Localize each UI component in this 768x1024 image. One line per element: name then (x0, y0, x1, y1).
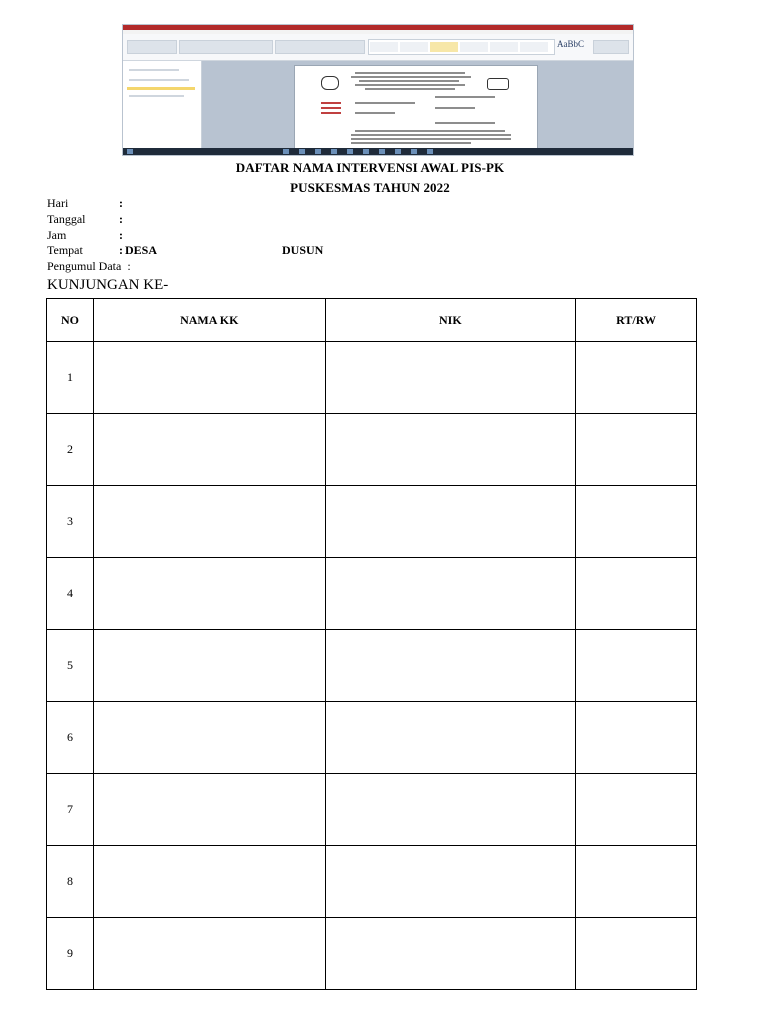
cell-nama-kk[interactable] (93, 846, 325, 918)
screenshot-letter-page (294, 65, 538, 149)
cell-nik[interactable] (325, 630, 576, 702)
cell-nama-kk[interactable] (93, 918, 325, 990)
field-hari-colon: : (119, 196, 123, 210)
document-title: DAFTAR NAMA INTERVENSI AWAL PIS-PK (235, 160, 505, 175)
embedded-screenshot (122, 24, 634, 156)
table-row (47, 558, 697, 630)
field-tempat-value: DESA (125, 243, 158, 257)
header-nik: NIK (325, 299, 576, 342)
row-number: 4 (47, 558, 94, 630)
screenshot-paragraph-group (275, 40, 365, 54)
field-tempat (47, 243, 157, 258)
row-number: 3 (47, 486, 94, 558)
field-jam-label: Jam (47, 228, 67, 242)
field-jam (47, 228, 125, 243)
screenshot-logo-right-icon (487, 78, 509, 90)
screenshot-navigation-pane (123, 61, 202, 149)
row-number: 1 (47, 342, 94, 414)
row-number: 6 (47, 702, 94, 774)
cell-rt-rw[interactable] (576, 702, 697, 774)
cell-nik[interactable] (325, 414, 576, 486)
field-jam-colon: : (119, 228, 123, 242)
cell-rt-rw[interactable] (576, 342, 697, 414)
cell-nama-kk[interactable] (93, 414, 325, 486)
cell-nama-kk[interactable] (93, 342, 325, 414)
field-tempat-colon: : (119, 243, 123, 257)
field-dusun-label: DUSUN (282, 243, 324, 257)
screenshot-taskbar (123, 148, 633, 155)
cell-nama-kk[interactable] (93, 558, 325, 630)
screenshot-document-canvas (202, 61, 633, 149)
cell-rt-rw[interactable] (576, 486, 697, 558)
screenshot-logo-left-icon (321, 76, 339, 90)
table-header-row (47, 299, 697, 342)
cell-rt-rw[interactable] (576, 846, 697, 918)
row-number: 2 (47, 414, 94, 486)
row-number: 8 (47, 846, 94, 918)
cell-rt-rw[interactable] (576, 414, 697, 486)
field-hari (47, 196, 125, 211)
field-tanggal (47, 212, 125, 227)
data-table (46, 298, 697, 990)
table-row (47, 846, 697, 918)
field-pengumpul-colon: : (127, 259, 131, 273)
header-nama-kk: NAMA KK (93, 299, 325, 342)
screenshot-clipboard-group (127, 40, 177, 54)
screenshot-style-preview: AaBbC (557, 39, 584, 49)
screenshot-ribbon (123, 34, 633, 61)
table-row (47, 702, 697, 774)
cell-nama-kk[interactable] (93, 486, 325, 558)
header-rt-rw: RT/RW (576, 299, 697, 342)
field-pengumpul (47, 259, 133, 274)
cell-nik[interactable] (325, 774, 576, 846)
cell-nik[interactable] (325, 342, 576, 414)
table-row (47, 774, 697, 846)
document-subtitle: PUSKESMAS TAHUN 2022 (290, 180, 450, 195)
table-row (47, 414, 697, 486)
kunjungan-label: KUNJUNGAN KE- (47, 277, 169, 293)
table-row (47, 486, 697, 558)
field-pengumpul-label: Pengumul Data (47, 259, 122, 273)
screenshot-font-group (179, 40, 273, 54)
screenshot-styles-gallery (368, 39, 555, 55)
table-row (47, 918, 697, 990)
cell-nik[interactable] (325, 702, 576, 774)
header-no: NO (47, 299, 94, 342)
screenshot-editing-group (593, 40, 629, 54)
row-number: 9 (47, 918, 94, 990)
row-number: 7 (47, 774, 94, 846)
cell-rt-rw[interactable] (576, 774, 697, 846)
cell-nama-kk[interactable] (93, 630, 325, 702)
cell-nik[interactable] (325, 558, 576, 630)
field-hari-label: Hari (47, 196, 69, 210)
field-tanggal-colon: : (119, 212, 123, 226)
cell-rt-rw[interactable] (576, 630, 697, 702)
field-tanggal-label: Tanggal (47, 212, 86, 226)
screenshot-nav-highlight (127, 87, 195, 90)
field-tempat-label: Tempat (47, 243, 83, 257)
cell-nik[interactable] (325, 486, 576, 558)
cell-nik[interactable] (325, 918, 576, 990)
cell-nama-kk[interactable] (93, 702, 325, 774)
cell-nama-kk[interactable] (93, 774, 325, 846)
cell-nik[interactable] (325, 846, 576, 918)
table-row (47, 630, 697, 702)
cell-rt-rw[interactable] (576, 558, 697, 630)
cell-rt-rw[interactable] (576, 918, 697, 990)
row-number: 5 (47, 630, 94, 702)
table-row (47, 342, 697, 414)
